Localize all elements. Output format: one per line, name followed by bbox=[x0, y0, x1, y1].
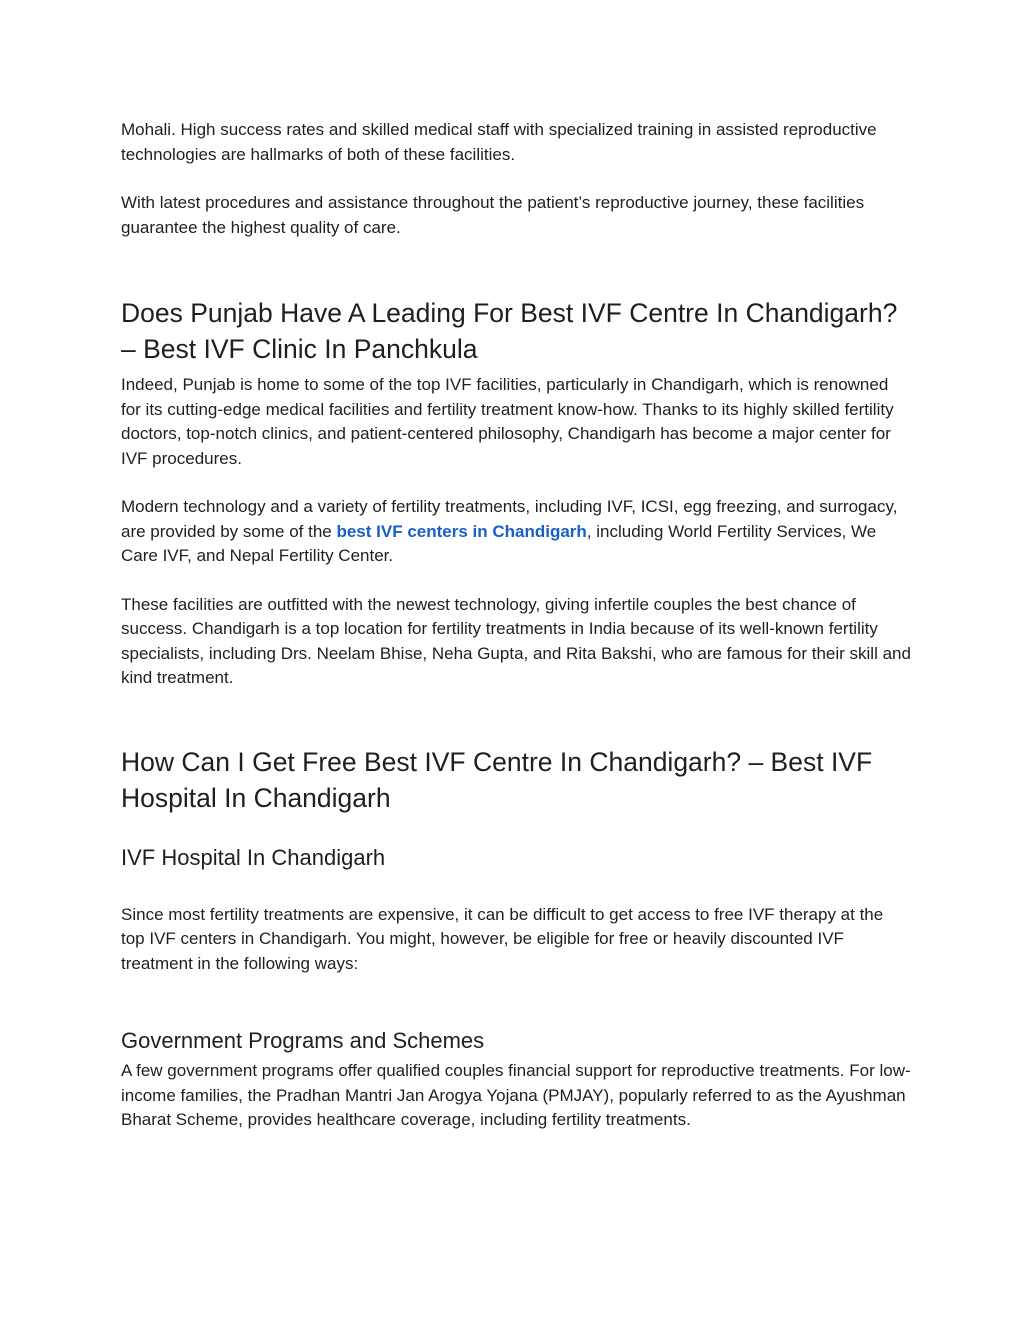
paragraph-punjab-2 bbox=[121, 495, 911, 569]
paragraph-punjab-2-text-after: , including World Fertility Services, We Care IVF, and Nepal Fertility Center. bbox=[121, 521, 877, 565]
best-ivf-centers-link[interactable]: best IVF centers in Chandigarh bbox=[336, 521, 587, 541]
paragraph-punjab-2-text-before: Modern technology and a variety of fertility treatments, including IVF, ICSI, egg freezing, and surrogacy, are provided by some of the bbox=[121, 497, 898, 541]
paragraph-intro-2: With latest procedures and assistance throughout the patient’s reproductive journey, these facilities guarantee the highest quality of care. bbox=[121, 193, 865, 237]
subheading-government-programs: Government Programs and Schemes bbox=[121, 1028, 485, 1053]
heading-free-ivf: How Can I Get Free Best IVF Centre In Chandigarh? – Best IVF Hospital In Chandigarh bbox=[121, 746, 873, 813]
paragraph-punjab-1: Indeed, Punjab is home to some of the top IVF facilities, particularly in Chandigarh, which is renowned for its cutting-edge medical facilities and fertility treatment know-how. Thanks to its highly skilled fertility doctors, top-notch clinics, and patient-centered philosophy, Chandigarh has become a major center for IVF procedures. bbox=[121, 375, 894, 468]
paragraph-free-1: Since most fertility treatments are expensive, it can be difficult to get access to free IVF therapy at the top IVF centers in Chandigarh. You might, however, be eligible for free or heavily discounted IVF treatment in the following ways: bbox=[121, 904, 884, 973]
paragraph-punjab-3: These facilities are outfitted with the newest technology, giving infertile couples the best chance of success. Chandigarh is a top location for fertility treatments in India because of its well-known fertility specialists, including Drs. Neelam Bhise, Neha Gupta, and Rita Bakshi, who are famous for their skill and kind treatment. bbox=[121, 594, 911, 687]
heading-punjab-ivf: Does Punjab Have A Leading For Best IVF Centre In Chandigarh? – Best IVF Clinic In Panchkula bbox=[121, 298, 898, 364]
subheading-ivf-hospital: IVF Hospital In Chandigarh bbox=[121, 844, 386, 870]
document-page bbox=[121, 118, 911, 1133]
paragraph-government-1: A few government programs offer qualified couples financial support for reproductive treatments. For low-income families, the Pradhan Mantri Jan Arogya Yojana (PMJAY), popularly referred to as the Ayushman Bharat Scheme, provides healthcare coverage, including fertility treatments. bbox=[121, 1061, 911, 1129]
paragraph-intro-1: Mohali. High success rates and skilled medical staff with specialized training in assisted reproductive technologies are hallmarks of both of these facilities. bbox=[121, 120, 877, 164]
